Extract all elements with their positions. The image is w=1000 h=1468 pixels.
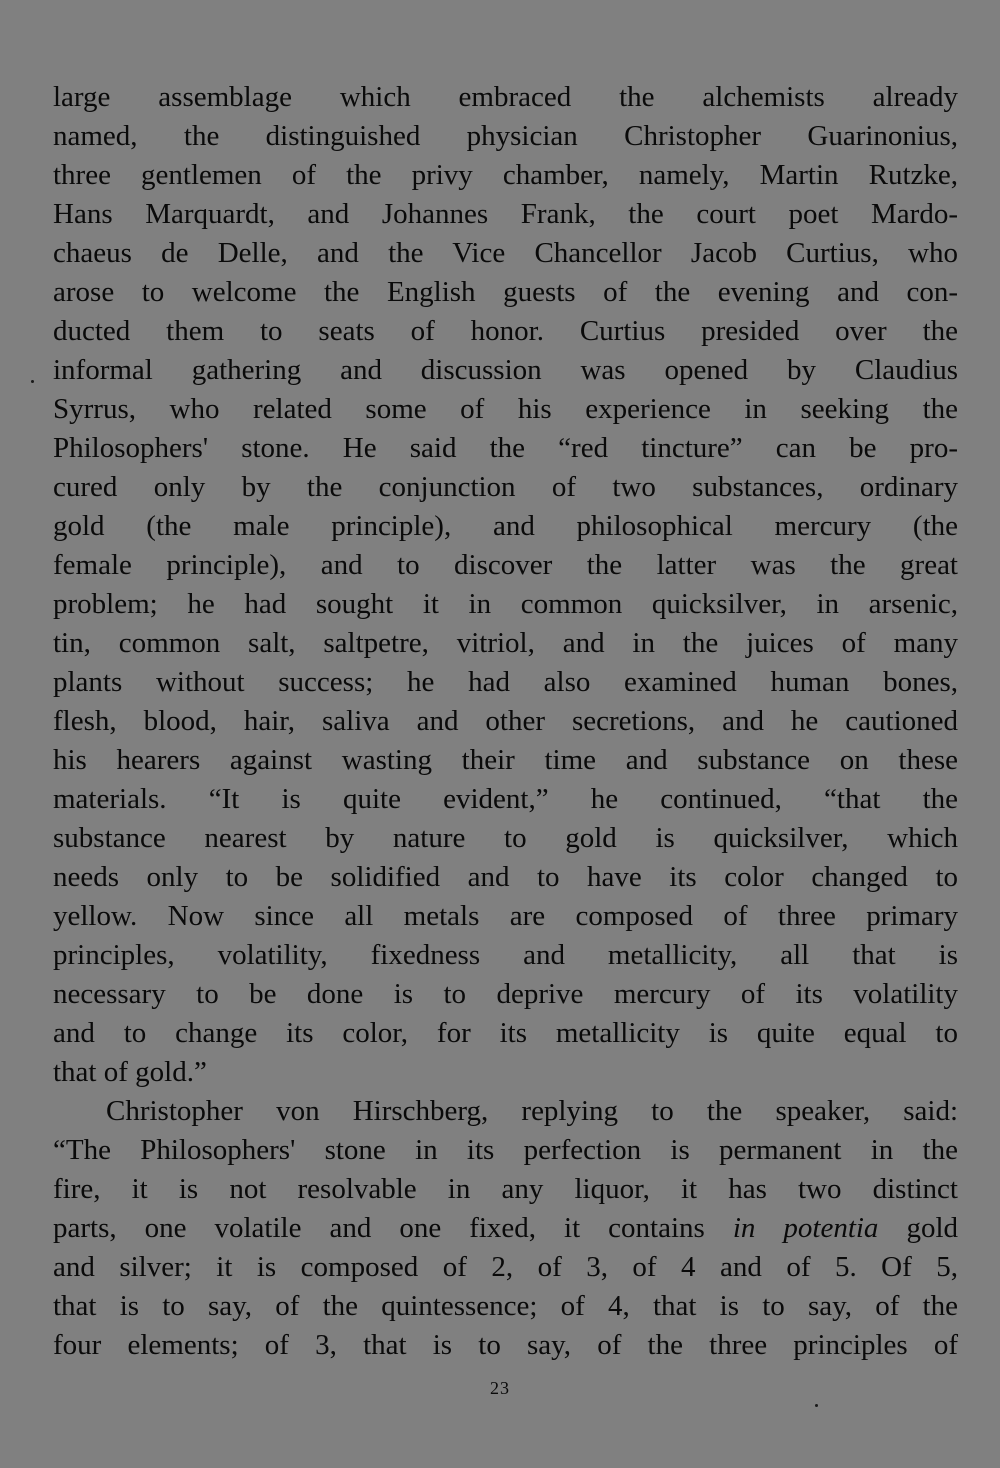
text-line: Syrrus, who related some of his experience in seeking the [53, 393, 958, 425]
text-line: Philosophers' stone. He said the “red tincture” can be pro- [53, 432, 958, 464]
text-line: problem; he had sought it in common quicksilver, in arsenic, [53, 588, 958, 620]
text-run: parts, one volatile and one fixed, it contains [53, 1212, 733, 1244]
text-line: named, the distinguished physician Christopher Guarinonius, [53, 120, 958, 152]
text-line: that of gold.” [53, 1056, 207, 1088]
text-line: necessary to be done is to deprive mercury of its volatility [53, 978, 958, 1010]
text-line: three gentlemen of the privy chamber, namely, Martin Rutzke, [53, 159, 958, 191]
text-line: informal gathering and discussion was opened by Claudius [53, 354, 958, 386]
page-number: 23 [490, 1378, 510, 1398]
text-line: ducted them to seats of honor. Curtius presided over the [53, 315, 958, 347]
text-line: materials. “It is quite evident,” he continued, “that the [53, 783, 958, 815]
text-line: Christopher von Hirschberg, replying to the speaker, said: [106, 1095, 958, 1127]
text-line: female principle), and to discover the latter was the great [53, 549, 958, 581]
text-line: four elements; of 3, that is to say, of the three principles of [53, 1329, 958, 1361]
text-line: large assemblage which embraced the alchemists already [53, 81, 958, 113]
scan-speck [815, 1404, 818, 1407]
text-line-with-italic [53, 1209, 958, 1248]
text-line: cured only by the conjunction of two substances, ordinary [53, 471, 958, 503]
scan-speck [31, 380, 34, 383]
text-line: Hans Marquardt, and Johannes Frank, the court poet Mardo- [53, 198, 958, 230]
body-text [53, 78, 958, 1365]
text-line: plants without success; he had also examined human bones, [53, 666, 958, 698]
text-line: principles, volatility, fixedness and metallicity, all that is [53, 939, 958, 971]
text-line: substance nearest by nature to gold is quicksilver, which [53, 822, 958, 854]
text-line: tin, common salt, saltpetre, vitriol, and in the juices of many [53, 627, 958, 659]
text-line: needs only to be solidified and to have its color changed to [53, 861, 958, 893]
text-run: gold [878, 1212, 958, 1244]
text-line: arose to welcome the English guests of the evening and con- [53, 276, 958, 308]
text-line: yellow. Now since all metals are composed of three primary [53, 900, 958, 932]
text-line: chaeus de Delle, and the Vice Chancellor Jacob Curtius, who [53, 237, 958, 269]
text-line: fire, it is not resolvable in any liquor, it has two distinct [53, 1173, 958, 1205]
paragraph-2 [53, 1092, 958, 1365]
paragraph-1 [53, 78, 958, 1092]
text-line: his hearers against wasting their time and substance on these [53, 744, 958, 776]
italic-phrase: in potentia [732, 1212, 879, 1244]
text-line: flesh, blood, hair, saliva and other secretions, and he cautioned [53, 705, 958, 737]
text-line: and silver; it is composed of 2, of 3, of 4 and of 5. Of 5, [53, 1251, 958, 1283]
text-line: that is to say, of the quintessence; of 4, that is to say, of the [53, 1290, 958, 1322]
text-line: and to change its color, for its metallicity is quite equal to [53, 1017, 958, 1049]
text-line: “The Philosophers' stone in its perfection is permanent in the [53, 1134, 958, 1166]
text-line: gold (the male principle), and philosophical mercury (the [53, 510, 958, 542]
